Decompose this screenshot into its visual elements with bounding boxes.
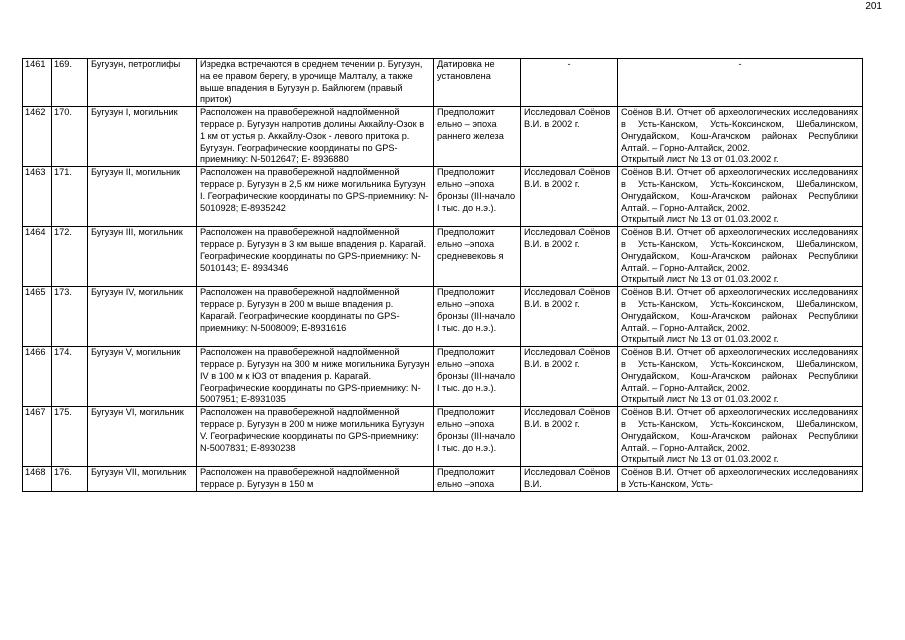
researcher-text: Исследовал Соёнов В.И. в 2002 г.: [524, 287, 611, 309]
row-number-cell: [52, 59, 88, 107]
permit-text: Открытый лист № 13 от 01.03.2002 г.: [621, 454, 779, 465]
registry-number-cell: [23, 167, 52, 227]
location-cell: [197, 107, 434, 167]
report-text: Соёнов В.И. Отчет об археологических исследованиях в Усть-Канском, Усть-: [621, 467, 858, 489]
registry-number-text: 1464: [25, 227, 46, 238]
registry-number-text: 1462: [25, 107, 46, 118]
monument-name-cell: [88, 107, 197, 167]
researcher-text: Исследовал Соёнов В.И. в 2002 г.: [524, 407, 611, 429]
dating-cell: [434, 287, 521, 347]
location-text: Расположен на правобережной надпойменной террасе р. Бугузун на 300 м ниже могильника Бугузун IV в 100 м к ЮЗ от впадения р. Карагай. Географические координаты по GPS-приемнику: N-5007951; Е-8931035: [200, 347, 430, 405]
permit-text: Открытый лист № 13 от 01.03.2002 г.: [621, 154, 779, 165]
location-text: Расположен на правобережной надпойменной террасе р. Бугузун в 150 м: [200, 467, 400, 489]
monument-name-text: Бугузун III, могильник: [91, 227, 183, 238]
monument-name-cell: [88, 59, 197, 107]
monument-name-cell: [88, 287, 197, 347]
location-cell: [197, 227, 434, 287]
report-cell: [618, 167, 863, 227]
registry-number-cell: [23, 347, 52, 407]
researcher-text: Исследовал Соёнов В.И. в 2002 г.: [524, 167, 611, 189]
registry-number-text: 1463: [25, 167, 46, 178]
report-cell: [618, 107, 863, 167]
row-number-text: 172.: [54, 227, 72, 238]
researcher-cell: [521, 347, 618, 407]
registry-number-cell: [23, 407, 52, 467]
researcher-cell: [521, 467, 618, 492]
dating-cell: [434, 167, 521, 227]
location-cell: [197, 167, 434, 227]
registry-number-cell: [23, 467, 52, 492]
row-number-cell: [52, 287, 88, 347]
dating-cell: [434, 107, 521, 167]
table-row: [23, 167, 863, 227]
page-number: 201: [865, 1, 882, 12]
location-cell: [197, 467, 434, 492]
report-cell: [618, 287, 863, 347]
row-number-cell: [52, 407, 88, 467]
monument-name-cell: [88, 467, 197, 492]
dating-text: Предположит ельно – эпоха раннего железа: [437, 107, 504, 141]
dating-text: Предположит ельно –эпоха: [437, 467, 495, 489]
researcher-cell: [521, 59, 618, 107]
row-number-text: 174.: [54, 347, 72, 358]
registry-number-text: 1461: [25, 59, 46, 69]
table-row: [23, 227, 863, 287]
report-text: -: [738, 59, 742, 69]
row-number-text: 169.: [54, 59, 72, 69]
registry-number-text: 1465: [25, 287, 46, 298]
table-row: [23, 107, 863, 167]
monument-name-text: Бугузун VI, могильник: [91, 407, 184, 418]
row-number-text: 173.: [54, 287, 72, 298]
row-number-cell: [52, 467, 88, 492]
monument-name-cell: [88, 407, 197, 467]
report-cell: [618, 407, 863, 467]
report-text: Соёнов В.И. Отчет об археологических исследованиях в Усть-Канском, Усть-Коксинском, Шебалинском, Онгудайском, Кош-Агачском районах Республики Алтай. – Горно-Алтайск, 2002.: [621, 347, 858, 393]
dating-text: Предположит ельно –эпоха бронзы (III-начало I тыс. до н.э.).: [437, 347, 516, 393]
row-number-cell: [52, 107, 88, 167]
researcher-text: Исследовал Соёнов В.И. в 2002 г.: [524, 347, 611, 369]
table-row: [23, 59, 863, 107]
report-cell: [618, 227, 863, 287]
row-number-text: 170.: [54, 107, 72, 118]
report-text: Соёнов В.И. Отчет об археологических исследованиях в Усть-Канском, Усть-Коксинском, Шебалинском, Онгудайском, Кош-Агачском районах Республики Алтай. – Горно-Алтайск, 2002.: [621, 227, 858, 273]
dating-text: Предположит ельно –эпоха бронзы (III-начало I тыс. до н.э.).: [437, 287, 516, 333]
monument-name-text: Бугузун II, могильник: [91, 167, 181, 178]
monument-name-text: Бугузун I, могильник: [91, 107, 178, 118]
registry-number-cell: [23, 59, 52, 107]
registry-number-cell: [23, 227, 52, 287]
researcher-text: Исследовал Соёнов В.И. в 2002 г.: [524, 107, 611, 129]
researcher-cell: [521, 407, 618, 467]
location-text: Расположен на правобережной надпойменной террасе р. Бугузун в 3 км выше впадения р. Карагай. Географические координаты по GPS-приемнику: N-5010143; Е- 8934346: [200, 227, 427, 273]
researcher-cell: [521, 287, 618, 347]
row-number-cell: [52, 167, 88, 227]
report-text: Соёнов В.И. Отчет об археологических исследованиях в Усть-Канском, Усть-Коксинском, Шебалинском, Онгудайском, Кош-Агачском районах Республики Алтай. – Горно-Алтайск, 2002.: [621, 107, 858, 153]
location-text: Расположен на правобережной надпойменной террасе р. Бугузун в 200 м выше впадения р. Карагай. Географические координаты по GPS-приемнику: N-5008009; Е-8931616: [200, 287, 400, 333]
dating-cell: [434, 467, 521, 492]
researcher-cell: [521, 107, 618, 167]
monument-name-text: Бугузун IV, могильник: [91, 287, 183, 298]
table-row: [23, 347, 863, 407]
report-cell: [618, 467, 863, 492]
dating-cell: [434, 407, 521, 467]
permit-text: Открытый лист № 13 от 01.03.2002 г.: [621, 274, 779, 285]
monument-name-text: Бугузун VII, могильник: [91, 467, 187, 478]
monument-name-text: Бугузун, петроглифы: [91, 59, 181, 69]
location-text: Изредка встречаются в среднем течении р. Бугузун, на ее правом берегу, в урочище Малталу, а также выше впадения в Бугузун р. Байлюгем (правый приток): [200, 59, 423, 105]
dating-cell: [434, 227, 521, 287]
table-row: [23, 287, 863, 347]
location-cell: [197, 287, 434, 347]
monument-name-cell: [88, 167, 197, 227]
dating-text: Предположит ельно –эпоха бронзы (III-начало I тыс. до н.э.).: [437, 167, 516, 213]
researcher-text: Исследовал Соёнов В.И. в 2002 г.: [524, 227, 611, 249]
location-cell: [197, 347, 434, 407]
registry-number-text: 1468: [25, 467, 46, 478]
monument-name-cell: [88, 347, 197, 407]
registry-number-cell: [23, 287, 52, 347]
registry-number-cell: [23, 107, 52, 167]
registry-number-text: 1466: [25, 347, 46, 358]
report-cell: [618, 347, 863, 407]
researcher-text: Исследовал Соёнов В.И.: [524, 467, 611, 489]
location-text: Расположен на правобережной надпойменной террасе р. Бугузун в 2,5 км ниже могильника Бугузун I. Географические координаты по GPS-приемнику: N-5010928; Е-8935242: [200, 167, 429, 213]
monuments-table: [22, 58, 863, 492]
row-number-cell: [52, 347, 88, 407]
row-number-text: 171.: [54, 167, 72, 178]
permit-text: Открытый лист № 13 от 01.03.2002 г.: [621, 214, 779, 225]
row-number-cell: [52, 227, 88, 287]
monument-name-text: Бугузун V, могильник: [91, 347, 181, 358]
report-cell: [618, 59, 863, 107]
dating-text: Предположит ельно –эпоха средневековь я: [437, 227, 504, 261]
location-cell: [197, 59, 434, 107]
registry-number-text: 1467: [25, 407, 46, 418]
row-number-text: 175.: [54, 407, 72, 418]
report-text: Соёнов В.И. Отчет об археологических исследованиях в Усть-Канском, Усть-Коксинском, Шебалинском, Онгудайском, Кош-Агачском районах Республики Алтай. – Горно-Алтайск, 2002.: [621, 287, 858, 333]
table-row: [23, 467, 863, 492]
dating-cell: [434, 59, 521, 107]
dating-cell: [434, 347, 521, 407]
permit-text: Открытый лист № 13 от 01.03.2002 г.: [621, 394, 779, 405]
table-row: [23, 407, 863, 467]
location-text: Расположен на правобережной надпойменной террасе р. Бугузун в 200 м ниже могильника Бугузун V. Географические координаты по GPS-приемнику: N-5007831; Е-8930238: [200, 407, 425, 453]
dating-text: Предположит ельно –эпоха бронзы (III-начало I тыс. до н.э.).: [437, 407, 516, 453]
location-cell: [197, 407, 434, 467]
row-number-text: 176.: [54, 467, 72, 478]
monument-name-cell: [88, 227, 197, 287]
researcher-text: -: [567, 59, 571, 69]
report-text: Соёнов В.И. Отчет об археологических исследованиях в Усть-Канском, Усть-Коксинском, Шебалинском, Онгудайском, Кош-Агачском районах Республики Алтай. – Горно-Алтайск, 2002.: [621, 407, 858, 453]
researcher-cell: [521, 167, 618, 227]
dating-text: Датировка не установлена: [437, 59, 495, 81]
researcher-cell: [521, 227, 618, 287]
report-text: Соёнов В.И. Отчет об археологических исследованиях в Усть-Канском, Усть-Коксинском, Шебалинском, Онгудайском, Кош-Агачском районах Республики Алтай. – Горно-Алтайск, 2002.: [621, 167, 858, 213]
permit-text: Открытый лист № 13 от 01.03.2002 г.: [621, 334, 779, 345]
location-text: Расположен на правобережной надпойменной террасе р. Бугузун напротив долины Аккайлу-Озок в 1 км от устья р. Аккайлу-Озок - левого притока р. Бугузун. Географические координаты по GPS-приемнику: N-5012647; Е- 8936880: [200, 107, 425, 165]
